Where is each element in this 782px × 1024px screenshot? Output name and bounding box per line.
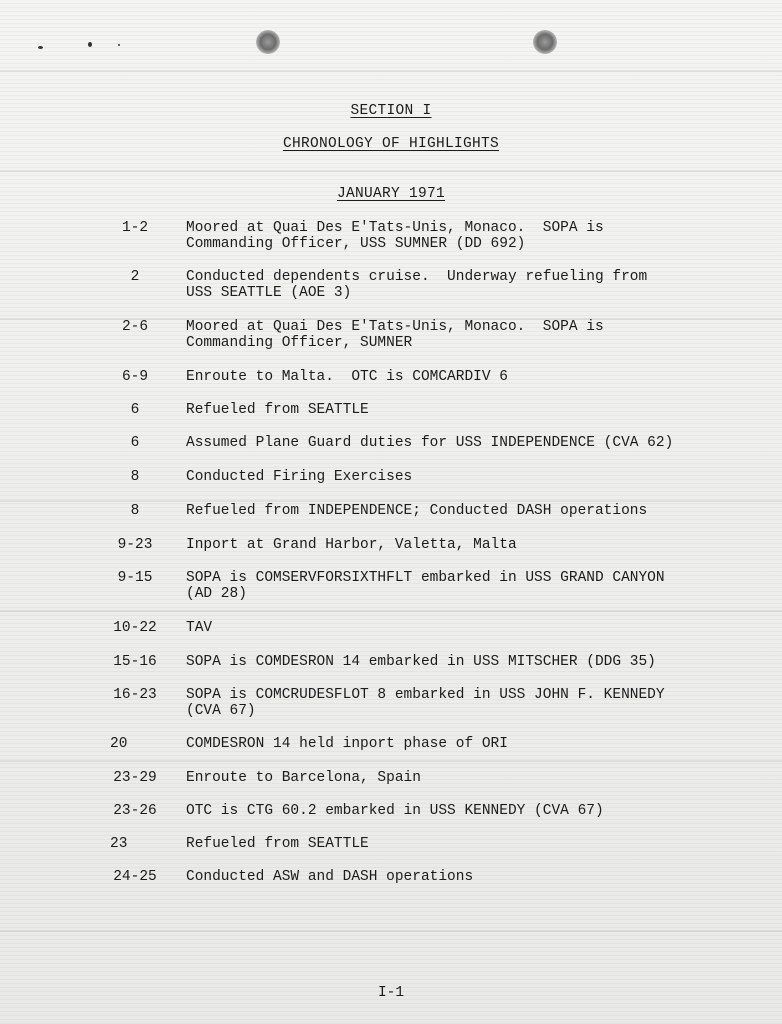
entry-date: 9-23 bbox=[117, 537, 153, 553]
entry-line: Conducted dependents cruise. Underway refueling from bbox=[186, 269, 648, 285]
scan-band bbox=[0, 70, 782, 72]
entry-line: Conducted ASW and DASH operations bbox=[186, 869, 474, 885]
entry-line: Commanding Officer, USS SUMNER (DD 692) bbox=[186, 236, 526, 252]
page-number: I-1 bbox=[377, 985, 405, 1001]
entry-description bbox=[186, 803, 766, 819]
section-title: SECTION I bbox=[350, 103, 432, 119]
scan-band bbox=[0, 760, 782, 762]
entry-date: 23 bbox=[110, 836, 128, 852]
entry-date: 24-25 bbox=[113, 869, 157, 885]
entry-description bbox=[186, 770, 766, 786]
scan-band bbox=[0, 500, 782, 502]
entry-description bbox=[186, 369, 766, 385]
entry-description bbox=[186, 537, 766, 553]
entry-description bbox=[186, 687, 766, 719]
entry-date: 23-26 bbox=[113, 803, 157, 819]
entry-date: 2-6 bbox=[121, 319, 149, 335]
entry-date: 15-16 bbox=[113, 654, 157, 670]
entry-line: SOPA is COMSERVFORSIXTHFLT embarked in USS GRAND CANYON bbox=[186, 570, 665, 586]
entry-description bbox=[186, 402, 766, 418]
entry-line: Refueled from INDEPENDENCE; Conducted DASH operations bbox=[186, 503, 648, 519]
ink-speck bbox=[88, 42, 92, 47]
entry-line: Enroute to Barcelona, Spain bbox=[186, 770, 421, 786]
entry-line: Moored at Quai Des E'Tats-Unis, Monaco. SOPA is bbox=[186, 220, 604, 236]
entry-line: Commanding Officer, SUMNER bbox=[186, 335, 413, 351]
entry-line: Inport at Grand Harbor, Valetta, Malta bbox=[186, 537, 517, 553]
entry-line: (CVA 67) bbox=[186, 703, 256, 719]
entry-line: Conducted Firing Exercises bbox=[186, 469, 413, 485]
entry-description bbox=[186, 269, 766, 301]
month-title: JANUARY 1971 bbox=[336, 186, 446, 202]
ink-speck bbox=[118, 44, 120, 46]
entry-date: 23-29 bbox=[113, 770, 157, 786]
entry-line: Refueled from SEATTLE bbox=[186, 402, 369, 418]
entry-description bbox=[186, 869, 766, 885]
punch-hole-right bbox=[533, 30, 557, 54]
scan-band bbox=[0, 170, 782, 172]
entry-description bbox=[186, 836, 766, 852]
entry-date: 9-15 bbox=[117, 570, 153, 586]
entry-date: 8 bbox=[130, 469, 140, 485]
entry-description bbox=[186, 469, 766, 485]
entry-description bbox=[186, 654, 766, 670]
entry-description bbox=[186, 620, 766, 636]
punch-hole-left bbox=[256, 30, 280, 54]
section-heading bbox=[0, 103, 782, 119]
scan-band bbox=[0, 610, 782, 612]
entry-description bbox=[186, 736, 766, 752]
entry-date: 6 bbox=[130, 435, 140, 451]
entry-description bbox=[186, 503, 766, 519]
entry-date: 20 bbox=[110, 736, 128, 752]
entry-description bbox=[186, 570, 766, 602]
entry-line: TAV bbox=[186, 620, 213, 636]
entry-date: 16-23 bbox=[113, 687, 157, 703]
chronology-heading bbox=[0, 136, 782, 152]
entry-date: 2 bbox=[130, 269, 140, 285]
entry-line: COMDESRON 14 held inport phase of ORI bbox=[186, 736, 508, 752]
entry-description bbox=[186, 319, 766, 351]
entry-line: Enroute to Malta. OTC is COMCARDIV 6 bbox=[186, 369, 508, 385]
month-heading bbox=[0, 186, 782, 202]
entry-line: Refueled from SEATTLE bbox=[186, 836, 369, 852]
entry-date: 1-2 bbox=[121, 220, 149, 236]
chronology-title: CHRONOLOGY OF HIGHLIGHTS bbox=[282, 136, 500, 152]
entry-description bbox=[186, 435, 766, 451]
entry-date: 8 bbox=[130, 503, 140, 519]
entry-line: (AD 28) bbox=[186, 586, 247, 602]
entry-date: 6-9 bbox=[121, 369, 149, 385]
entry-line: USS SEATTLE (AOE 3) bbox=[186, 285, 352, 301]
entry-line: Moored at Quai Des E'Tats-Unis, Monaco. SOPA is bbox=[186, 319, 604, 335]
ink-speck bbox=[38, 46, 43, 49]
entry-date: 10-22 bbox=[113, 620, 157, 636]
entry-description bbox=[186, 220, 766, 252]
entry-line: OTC is CTG 60.2 embarked in USS KENNEDY (CVA 67) bbox=[186, 803, 604, 819]
entry-date: 6 bbox=[130, 402, 140, 418]
entry-line: SOPA is COMCRUDESFLOT 8 embarked in USS JOHN F. KENNEDY bbox=[186, 687, 665, 703]
entry-line: SOPA is COMDESRON 14 embarked in USS MITSCHER (DDG 35) bbox=[186, 654, 656, 670]
entry-line: Assumed Plane Guard duties for USS INDEPENDENCE (CVA 62) bbox=[186, 435, 674, 451]
scan-band bbox=[0, 930, 782, 932]
